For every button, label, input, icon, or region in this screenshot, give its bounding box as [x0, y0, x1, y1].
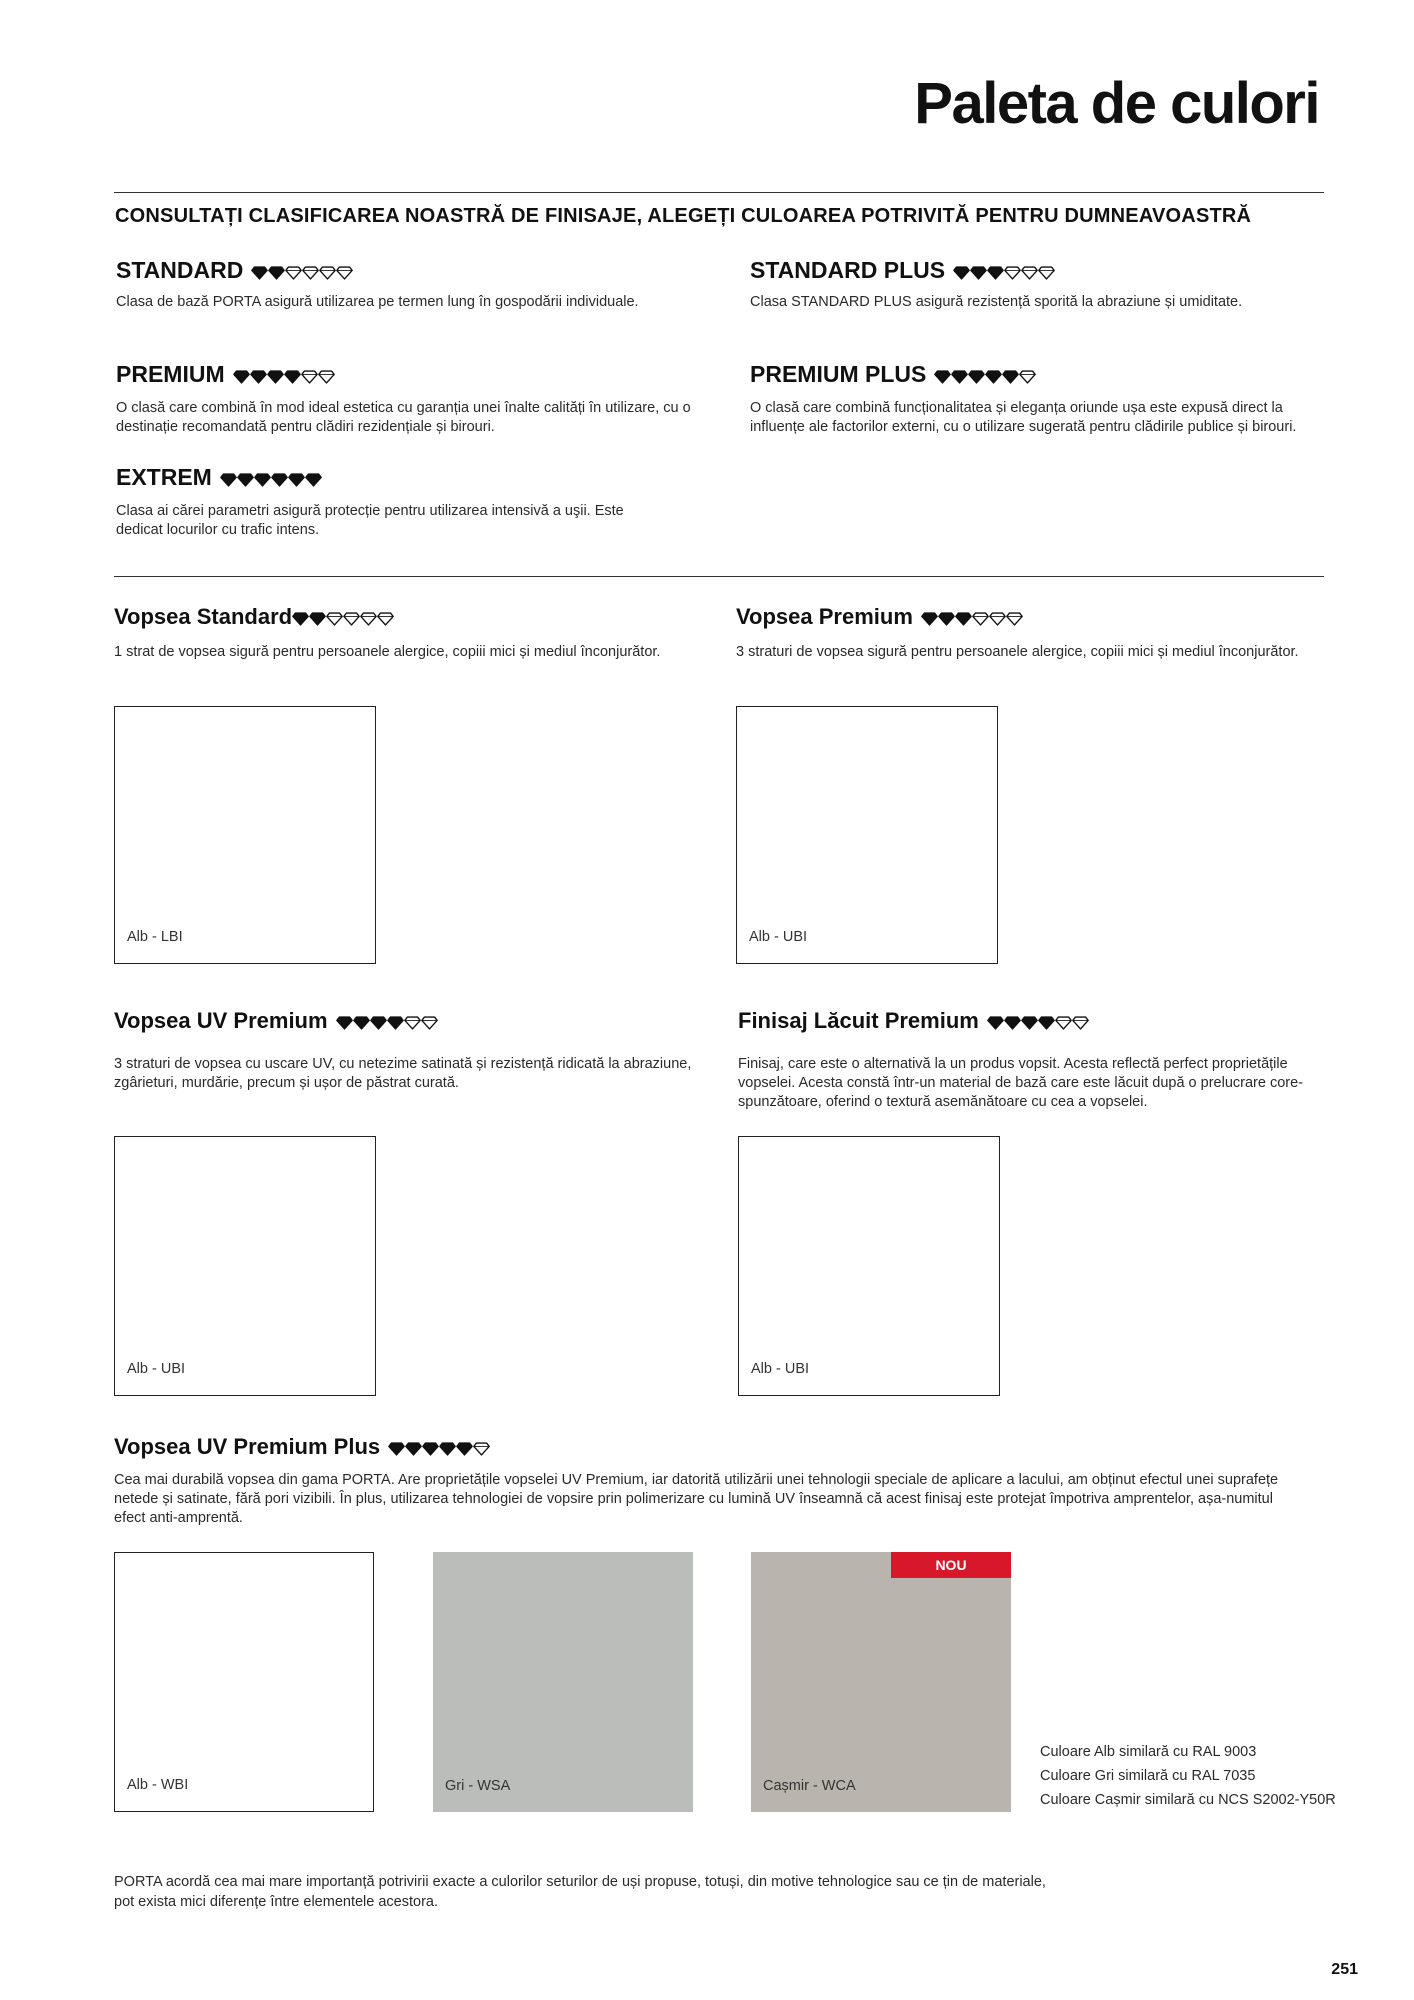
swatch-label: Alb - WBI	[127, 1777, 189, 1793]
class-name: STANDARD	[116, 257, 244, 283]
diamond-outline-icon	[404, 1016, 421, 1030]
diamond-outline-icon	[1072, 1016, 1089, 1030]
rating-diamonds-icon	[934, 362, 1036, 389]
diamond-filled-icon	[284, 370, 301, 384]
class-name: EXTREM	[116, 464, 212, 490]
diamond-outline-icon	[972, 612, 989, 626]
diamond-filled-icon	[268, 266, 285, 280]
section-title: Finisaj Lăcuit Premium	[738, 1008, 979, 1033]
class-name: PREMIUM PLUS	[750, 361, 927, 387]
rating-diamonds-icon	[336, 1009, 438, 1035]
diamond-outline-icon	[989, 612, 1006, 626]
class-standard-plus	[750, 257, 1330, 312]
rating-diamonds-icon	[987, 1009, 1089, 1035]
diamond-outline-icon	[318, 370, 335, 384]
diamond-filled-icon	[309, 612, 326, 626]
color-note: Culoare Alb similară cu RAL 9003	[1040, 1744, 1257, 1760]
class-premium-plus	[750, 361, 1330, 437]
diamond-filled-icon	[987, 266, 1004, 280]
rating-diamonds-icon	[921, 605, 1023, 631]
section-description: 3 straturi de vopsea sigură pentru persoanele alergice, copiii mici și mediul înconjurător.	[736, 644, 1299, 661]
diamond-filled-icon	[370, 1016, 387, 1030]
page-title: Paleta de culori	[914, 71, 1319, 136]
diamond-outline-icon	[336, 266, 353, 280]
diamond-filled-icon	[254, 473, 271, 487]
diamond-outline-icon	[473, 1442, 490, 1456]
diamond-filled-icon	[921, 612, 938, 626]
color-swatch[interactable]	[114, 706, 376, 964]
section-description: Finisaj, care este o alternativă la un produs vopsit. Acesta reflectă perfect proprietățile vopselei. Acesta constă într-un material de bază care este lăcuit după o prelucrare core-spunzătoare, oferind o textură asemănătoare cu cea a vopselei.	[738, 1056, 1303, 1111]
color-swatch[interactable]	[114, 1136, 376, 1396]
diamond-outline-icon	[343, 612, 360, 626]
diamond-filled-icon	[970, 266, 987, 280]
diamond-filled-icon	[934, 370, 951, 384]
section-title: Vopsea Standard	[114, 604, 293, 629]
color-swatch-cashmere[interactable]	[751, 1552, 1011, 1812]
rating-diamonds-icon	[251, 258, 353, 285]
diamond-filled-icon	[233, 370, 250, 384]
diamond-outline-icon	[1004, 266, 1021, 280]
diamond-filled-icon	[288, 473, 305, 487]
diamond-filled-icon	[405, 1442, 422, 1456]
diamond-filled-icon	[953, 266, 970, 280]
color-note: Culoare Cașmir similară cu NCS S2002-Y50R	[1040, 1792, 1336, 1808]
class-standard	[116, 257, 706, 312]
diamond-filled-icon	[985, 370, 1002, 384]
class-description: Clasa de bază PORTA asigură utilizarea pe termen lung în gospodării individuale.	[116, 294, 639, 311]
diamond-outline-icon	[377, 612, 394, 626]
swatch-label: Cașmir - WCA	[763, 1778, 856, 1794]
diamond-filled-icon	[271, 473, 288, 487]
diamond-filled-icon	[422, 1442, 439, 1456]
classification-headline: CONSULTAȚI CLASIFICAREA NOASTRĂ DE FINISAJE, ALEGEȚI CULOAREA POTRIVITĂ PENTRU DUMNEAVOASTRĂ	[115, 205, 1252, 227]
rating-diamonds-icon	[953, 258, 1055, 285]
diamond-filled-icon	[1004, 1016, 1021, 1030]
diamond-filled-icon	[336, 1016, 353, 1030]
diamond-filled-icon	[237, 473, 254, 487]
color-note: Culoare Gri similară cu RAL 7035	[1040, 1768, 1256, 1784]
color-swatch-white[interactable]	[114, 1552, 374, 1812]
section-vopsea-premium	[736, 604, 1336, 662]
diamond-filled-icon	[439, 1442, 456, 1456]
swatch-label: Alb - LBI	[127, 929, 183, 945]
color-swatch[interactable]	[736, 706, 998, 964]
section-description: Cea mai durabilă vopsea din gama PORTA. Are proprietățile vopselei UV Premium, iar datorită utilizării unei tehnologii speciale de aplicare a lacului, am obținut efectul unei suprafețe netede și satinate, fără pori vizibili. În plus, utilizarea tehnologiei de vopsire prin polimerizare cu lumină UV înseamnă că acest finisaj este protejat împotriva amprentelor, așa-numitul efect anti-amprentă.	[114, 1472, 1279, 1527]
section-description: 1 strat de vopsea sigură pentru persoanele alergice, copiii mici și mediul înconjurător.	[114, 644, 661, 661]
swatch-label: Alb - UBI	[127, 1361, 186, 1377]
diamond-filled-icon	[267, 370, 284, 384]
diamond-outline-icon	[1055, 1016, 1072, 1030]
section-vopsea-uv-premium-plus	[114, 1434, 1329, 1528]
section-vopsea-uv-premium	[114, 1008, 714, 1093]
divider	[114, 576, 1324, 577]
diamond-filled-icon	[955, 612, 972, 626]
section-title: Vopsea UV Premium Plus	[114, 1434, 381, 1459]
diamond-filled-icon	[987, 1016, 1004, 1030]
diamond-filled-icon	[388, 1442, 405, 1456]
color-swatch-gray[interactable]	[433, 1552, 693, 1812]
section-description: 3 straturi de vopsea cu uscare UV, cu netezime satinată și rezistență ridicată la abraziune, zgârieturi, murdărie, precum și ușor de păstrat curată.	[114, 1056, 692, 1092]
diamond-outline-icon	[1021, 266, 1038, 280]
diamond-filled-icon	[353, 1016, 370, 1030]
class-name: PREMIUM	[116, 361, 225, 387]
diamond-filled-icon	[951, 370, 968, 384]
diamond-filled-icon	[251, 266, 268, 280]
diamond-filled-icon	[220, 473, 237, 487]
section-vopsea-standard	[114, 604, 714, 662]
swatch-label: Gri - WSA	[445, 1778, 511, 1794]
diamond-outline-icon	[360, 612, 377, 626]
diamond-filled-icon	[1038, 1016, 1055, 1030]
diamond-filled-icon	[968, 370, 985, 384]
diamond-filled-icon	[1021, 1016, 1038, 1030]
section-title: Vopsea Premium	[736, 604, 913, 629]
diamond-outline-icon	[302, 266, 319, 280]
rating-diamonds-icon	[388, 1435, 490, 1461]
class-extrem	[116, 464, 656, 540]
diamond-outline-icon	[326, 612, 343, 626]
footnote: PORTA acordă cea mai mare importanță potrivirii exacte a culorilor seturilor de uși propuse, totuși, din motive tehnologice sau ce țin de materiale, pot exista mici diferențe între elementele acestora.	[114, 1874, 1046, 1910]
diamond-outline-icon	[285, 266, 302, 280]
rating-diamonds-icon	[292, 605, 394, 631]
diamond-filled-icon	[292, 612, 309, 626]
class-premium	[116, 361, 706, 437]
diamond-filled-icon	[456, 1442, 473, 1456]
color-notes	[1040, 1740, 1336, 1812]
class-name: STANDARD PLUS	[750, 257, 946, 283]
class-description: Clasa ai cărei parametri asigură protecție pentru utilizarea intensivă a uşii. Este dedicat locurilor cu trafic intens.	[116, 503, 624, 539]
diamond-filled-icon	[250, 370, 267, 384]
class-description: Clasa STANDARD PLUS asigură rezistență sporită la abraziune și umiditate.	[750, 294, 1243, 311]
section-finisaj-lacuit-premium	[738, 1008, 1328, 1112]
diamond-filled-icon	[387, 1016, 404, 1030]
class-description: O clasă care combină în mod ideal estetica cu garanția unei înalte calități în utilizare, cu o destinație recomandată pentru clădiri rezidențiale și birouri.	[116, 400, 691, 436]
diamond-outline-icon	[301, 370, 318, 384]
color-swatch[interactable]	[738, 1136, 1000, 1396]
diamond-outline-icon	[319, 266, 336, 280]
rating-diamonds-icon	[220, 465, 322, 492]
swatch-label: Alb - UBI	[751, 1361, 810, 1377]
diamond-filled-icon	[938, 612, 955, 626]
section-title: Vopsea UV Premium	[114, 1008, 328, 1033]
diamond-filled-icon	[305, 473, 322, 487]
divider	[114, 192, 1324, 193]
page-number: 251	[1331, 1961, 1358, 1978]
new-badge: NOU	[891, 1552, 1011, 1578]
swatch-label: Alb - UBI	[749, 929, 808, 945]
rating-diamonds-icon	[233, 362, 335, 389]
class-description: O clasă care combină funcționalitatea și eleganța oriunde ușa este expusă direct la influențe ale factorilor externi, cu o utilizare sugerată pentru clădirile publice și birouri.	[750, 400, 1297, 436]
diamond-outline-icon	[1019, 370, 1036, 384]
diamond-filled-icon	[1002, 370, 1019, 384]
diamond-outline-icon	[1006, 612, 1023, 626]
diamond-outline-icon	[421, 1016, 438, 1030]
diamond-outline-icon	[1038, 266, 1055, 280]
